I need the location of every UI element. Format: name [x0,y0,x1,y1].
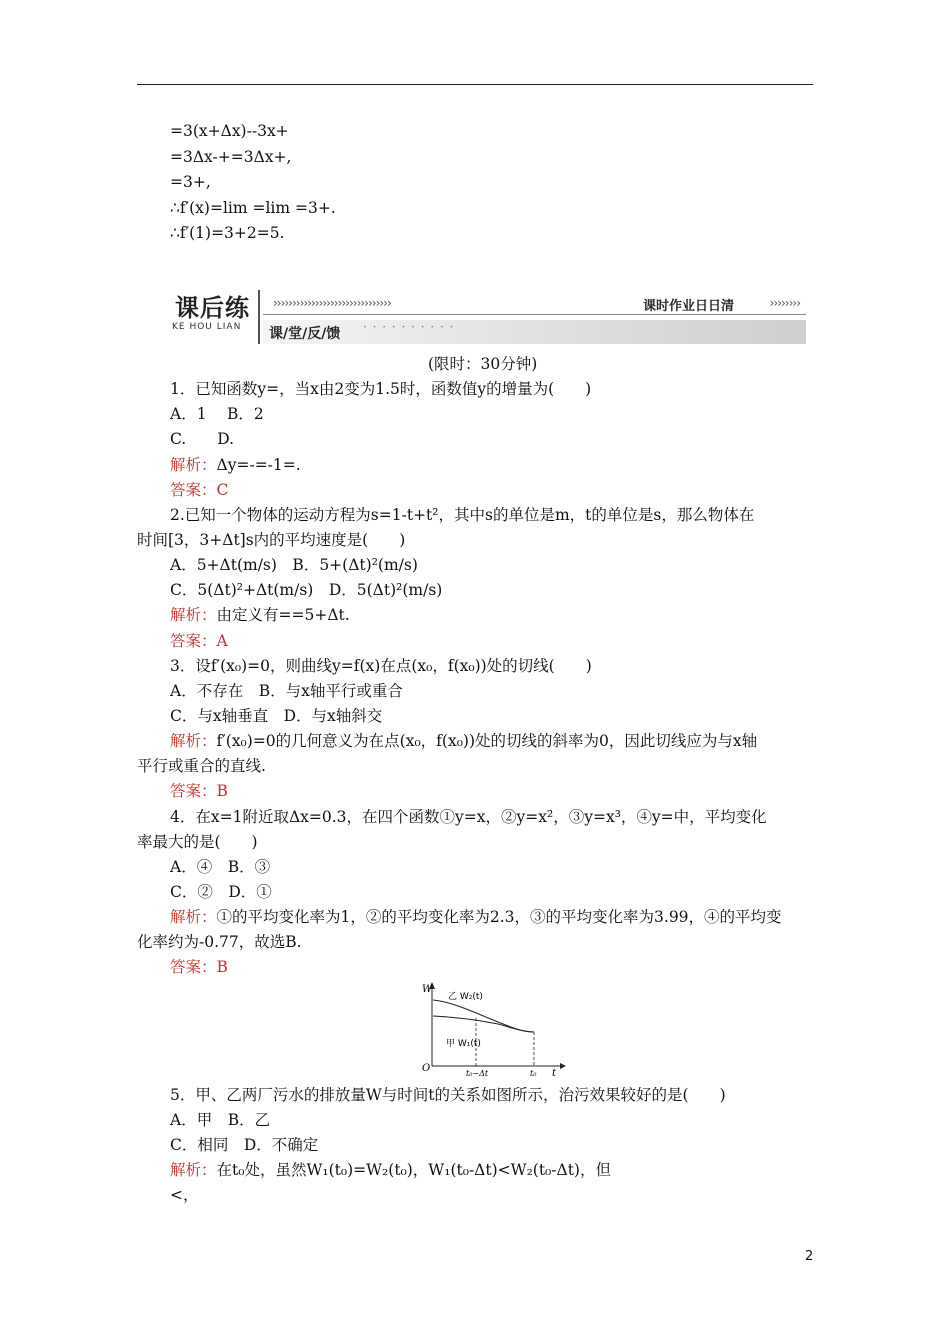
q4-stem-line1: 4．在x=1附近取Δx=0.3，在四个函数①y=x，②y=x²，③y=x³，④y=中，平均变化 [170,808,767,826]
banner-top-bar [263,294,806,315]
q4-analysis-line1 [170,907,782,927]
origin-label: O [422,1063,431,1074]
chevrons-right-icon: ›››››››› [769,296,800,310]
q2-stem-line1: 2.已知一个物体的运动方程为s=1-t+t²，其中s的单位是m，t的单位是s，那么物体在 [170,506,755,524]
q5-analysis-cont: <， [170,1186,199,1204]
solution-line-3: =3+, [170,173,211,191]
tick-t0-minus-dt: t₀−Δt [466,1069,489,1076]
banner-tagline: 课时作业日日清 [642,299,734,314]
q5-analysis [170,1160,611,1180]
page-number: 2 [805,1249,814,1264]
tick-t0: t₀ [530,1069,537,1076]
x-axis-label: t [552,1068,557,1076]
q2-options-cd: C．5(Δt)²+Δt(m/s) D．5(Δt)²(m/s) [170,581,443,599]
q3-analysis-label: 解析： [170,732,217,750]
q5-stem: 5．甲、乙两厂污水的排放量W与时间t的关系如图所示，治污效果较好的是( ) [170,1086,726,1104]
header-rule [137,84,813,85]
banner-section-label: 课/堂/反/馈 [269,326,341,342]
y-axis-label: W [422,984,433,995]
curve-w2 [433,1000,534,1032]
label-w2: 乙 W₂(t) [448,992,483,1002]
q2-analysis-label: 解析： [170,606,217,624]
q3-stem: 3．设f′(x₀)=0，则曲线y=f(x)在点(x₀，f(x₀))处的切线( ) [170,657,592,675]
banner-section-bar [263,320,806,344]
q5-analysis-text: 在t₀处，虽然W₁(t₀)=W₂(t₀)，W₁(t₀-Δt)<W₂(t₀-Δt)，但 [216,1161,611,1179]
q4-analysis-label: 解析： [170,908,217,926]
x-axis-arrow-icon [560,1063,566,1069]
banner-divider [258,290,260,344]
q2-analysis-text: 由定义有==5+Δt. [216,606,350,624]
curve-w1 [433,1016,534,1032]
q2-options-ab: A．5+Δt(m/s) B．5+(Δt)²(m/s) [170,556,418,574]
q5-options-cd: C．相同 D．不确定 [170,1136,319,1154]
q3-answer: 答案：B [170,782,228,800]
q1-answer: 答案：C [170,481,229,499]
q1-analysis-label: 解析： [170,456,217,474]
q4-options-cd: C．② D．① [170,883,272,901]
q1-options-ab: A．1 B．2 [170,405,264,423]
emission-graph [418,980,568,1076]
solution-line-5: ∴f′(1)=3+2=5. [170,224,285,242]
q5-analysis-label: 解析： [170,1161,217,1179]
q3-analysis-text: f′(x₀)=0的几何意义为在点(x₀，f(x₀))处的切线的斜率为0，因此切线应为与x轴 [216,732,758,750]
q5-options-ab: A．甲 B．乙 [170,1111,271,1129]
solution-line-2: =3Δx-+=3Δx+, [170,148,292,166]
q3-analysis-line1 [170,731,757,751]
q4-stem-line2: 率最大的是( ) [137,833,258,851]
q2-answer: 答案：A [170,632,228,650]
q4-analysis-line2: 化率约为-0.77，故选B. [137,933,302,951]
label-w1: 甲 W₁(t) [446,1039,481,1049]
q1-stem: 1．已知函数y=，当x由2变为1.5时，函数值y的增量为( ) [170,380,592,398]
q3-options-ab: A．不存在 B．与x轴平行或重合 [170,682,403,700]
chevrons-left-icon: ››››››››››››››››››››››››››››››› [273,296,391,310]
section-banner [170,288,806,346]
q2-analysis [170,605,350,625]
q1-analysis-text: Δy=-=-1=. [216,456,301,474]
q2-stem-line2: 时间[3，3+Δt]s内的平均速度是( ) [137,531,406,549]
banner-title: 课后练 [175,294,250,322]
q1-analysis [170,455,301,475]
solution-line-1: =3(x+Δx)--3x+ [170,122,289,140]
q3-options-cd: C．与x轴垂直 D．与x轴斜交 [170,707,383,725]
time-limit: (限时：30分钟) [428,355,538,373]
banner-subtitle: KE HOU LIAN [172,322,242,332]
q4-options-ab: A．④ B．③ [170,858,271,876]
solution-line-4: ∴f′(x)=lim =lim =3+. [170,199,336,217]
q3-analysis-line2: 平行或重合的直线. [137,757,266,775]
q4-answer: 答案：B [170,958,228,976]
q4-analysis-text: ①的平均变化率为1，②的平均变化率为2.3，③的平均变化率为3.99，④的平均变 [216,908,782,926]
banner-dots: · · · · · · · · · · [363,320,455,334]
q1-options-cd: C. D. [170,430,235,448]
